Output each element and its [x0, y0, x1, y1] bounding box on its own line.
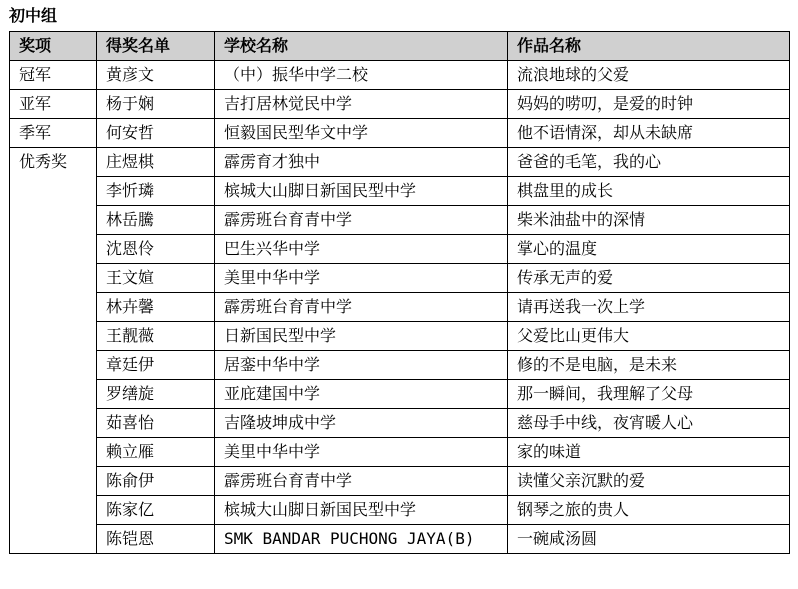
award-cell: 亚军: [10, 90, 97, 119]
name-cell: 李忻璘: [97, 177, 215, 206]
table-row: [10, 380, 790, 409]
school-cell: 居銮中华中学: [215, 351, 508, 380]
award-cell: [10, 409, 97, 438]
award-cell: 冠军: [10, 61, 97, 90]
school-cell: 吉隆坡坤成中学: [215, 409, 508, 438]
school-cell: 吉打居林觉民中学: [215, 90, 508, 119]
award-cell: [10, 351, 97, 380]
award-cell: [10, 293, 97, 322]
work-cell: 传承无声的爱: [508, 264, 790, 293]
name-cell: 陈俞伊: [97, 467, 215, 496]
award-cell: [10, 525, 97, 554]
work-cell: 修的不是电脑，是未来: [508, 351, 790, 380]
section-title: 初中组: [9, 6, 58, 25]
header-name: 得奖名单: [97, 32, 215, 61]
award-cell: 季军: [10, 119, 97, 148]
work-cell: 读懂父亲沉默的爱: [508, 467, 790, 496]
award-cell: 优秀奖: [10, 148, 97, 177]
table-row: [10, 409, 790, 438]
name-cell: 陈铠恩: [97, 525, 215, 554]
school-cell: 霹雳育才独中: [215, 148, 508, 177]
table-row: [10, 61, 790, 90]
award-cell: [10, 235, 97, 264]
work-cell: 家的味道: [508, 438, 790, 467]
table-row: [10, 293, 790, 322]
table-row: [10, 235, 790, 264]
table-row: [10, 322, 790, 351]
school-cell: 槟城大山脚日新国民型中学: [215, 177, 508, 206]
table-row: [10, 264, 790, 293]
name-cell: 章廷伊: [97, 351, 215, 380]
school-cell: 日新国民型中学: [215, 322, 508, 351]
name-cell: 庄煜棋: [97, 148, 215, 177]
name-cell: 罗缮旋: [97, 380, 215, 409]
name-cell: 林卉馨: [97, 293, 215, 322]
name-cell: 赖立雁: [97, 438, 215, 467]
work-cell: 掌心的温度: [508, 235, 790, 264]
name-cell: 林岳騰: [97, 206, 215, 235]
school-cell: 霹雳班台育青中学: [215, 467, 508, 496]
table-row: [10, 148, 790, 177]
school-cell: 美里中华中学: [215, 264, 508, 293]
table-row: [10, 351, 790, 380]
work-cell: 一碗咸汤圆: [508, 525, 790, 554]
school-cell: 槟城大山脚日新国民型中学: [215, 496, 508, 525]
award-cell: [10, 177, 97, 206]
table-header: [10, 32, 790, 61]
name-cell: 茹喜怡: [97, 409, 215, 438]
award-cell: [10, 496, 97, 525]
work-cell: 柴米油盐中的深情: [508, 206, 790, 235]
header-school: 学校名称: [215, 32, 508, 61]
table-row: [10, 177, 790, 206]
school-cell: 亚庇建国中学: [215, 380, 508, 409]
school-cell: 巴生兴华中学: [215, 235, 508, 264]
header-row: [10, 32, 790, 61]
awards-table: [9, 31, 790, 554]
award-cell: [10, 264, 97, 293]
work-cell: 父爱比山更伟大: [508, 322, 790, 351]
work-cell: 棋盘里的成长: [508, 177, 790, 206]
work-cell: 慈母手中线，夜宵暖人心: [508, 409, 790, 438]
table-row: [10, 496, 790, 525]
school-cell: SMK BANDAR PUCHONG JAYA(B): [215, 525, 508, 554]
school-cell: 美里中华中学: [215, 438, 508, 467]
award-cell: [10, 467, 97, 496]
school-cell: 恒毅国民型华文中学: [215, 119, 508, 148]
name-cell: 王文媗: [97, 264, 215, 293]
header-work: 作品名称: [508, 32, 790, 61]
name-cell: 陈家亿: [97, 496, 215, 525]
table-row: [10, 206, 790, 235]
work-cell: 那一瞬间，我理解了父母: [508, 380, 790, 409]
table-row: [10, 525, 790, 554]
work-cell: 妈妈的唠叨，是爱的时钟: [508, 90, 790, 119]
work-cell: 钢琴之旅的贵人: [508, 496, 790, 525]
table-row: [10, 467, 790, 496]
name-cell: 王靓薇: [97, 322, 215, 351]
award-cell: [10, 322, 97, 351]
name-cell: 沈恩伶: [97, 235, 215, 264]
work-cell: 他不语情深，却从未缺席: [508, 119, 790, 148]
table-body: [10, 61, 790, 554]
name-cell: 何安哲: [97, 119, 215, 148]
work-cell: 请再送我一次上学: [508, 293, 790, 322]
table-row: [10, 90, 790, 119]
award-cell: [10, 438, 97, 467]
school-cell: 霹雳班台育青中学: [215, 293, 508, 322]
table-row: [10, 438, 790, 467]
name-cell: 杨于娴: [97, 90, 215, 119]
work-cell: 爸爸的毛笔，我的心: [508, 148, 790, 177]
header-award: 奖项: [10, 32, 97, 61]
table-row: [10, 119, 790, 148]
award-cell: [10, 206, 97, 235]
name-cell: 黄彦文: [97, 61, 215, 90]
work-cell: 流浪地球的父爱: [508, 61, 790, 90]
school-cell: （中）振华中学二校: [215, 61, 508, 90]
award-cell: [10, 380, 97, 409]
school-cell: 霹雳班台育青中学: [215, 206, 508, 235]
